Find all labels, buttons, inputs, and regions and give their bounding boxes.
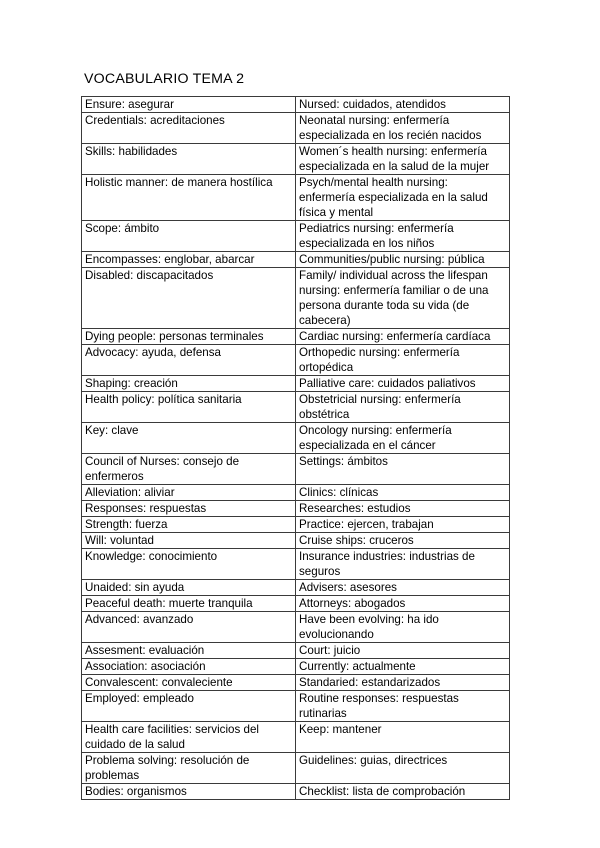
term-cell-right: Clinics: clínicas	[296, 485, 510, 501]
term-cell: Disabled: discapacitados	[82, 268, 296, 329]
term-cell-right: Researches: estudios	[296, 501, 510, 517]
term-cell: Knowledge: conocimiento	[82, 549, 296, 580]
table-row	[82, 345, 510, 376]
term-cell: Holistic manner: de manera hostílica	[82, 175, 296, 221]
table-row	[82, 722, 510, 753]
term-cell-right: Have been evolving: ha ido evolucionando	[296, 612, 510, 643]
table-row	[82, 252, 510, 268]
table-row	[82, 612, 510, 643]
term-cell: Scope: ámbito	[82, 221, 296, 252]
term-cell: Employed: empleado	[82, 691, 296, 722]
term-cell: Will: voluntad	[82, 533, 296, 549]
term-cell: Unaided: sin ayuda	[82, 580, 296, 596]
term-cell-right: Checklist: lista de comprobación	[296, 784, 510, 800]
table-row	[82, 533, 510, 549]
table-row	[82, 501, 510, 517]
term-cell-right: Women´s health nursing: enfermería especializada en la salud de la mujer	[296, 144, 510, 175]
term-cell: Advanced: avanzado	[82, 612, 296, 643]
table-row	[82, 268, 510, 329]
term-cell-right: Oncology nursing: enfermería especializada en el cáncer	[296, 423, 510, 454]
table-row	[82, 376, 510, 392]
table-row	[82, 454, 510, 485]
term-cell: Association: asociación	[82, 659, 296, 675]
term-cell-right: Family/ individual across the lifespan nursing: enfermería familiar o de una persona durante toda su vida (de cabecera)	[296, 268, 510, 329]
term-cell-right: Psych/mental health nursing: enfermería especializada en la salud física y mental	[296, 175, 510, 221]
term-cell-right: Routine responses: respuestas rutinarias	[296, 691, 510, 722]
table-row	[82, 175, 510, 221]
table-row	[82, 675, 510, 691]
table-row	[82, 392, 510, 423]
term-cell: Responses: respuestas	[82, 501, 296, 517]
term-cell-right: Standaried: estandarizados	[296, 675, 510, 691]
term-cell: Council of Nurses: consejo de enfermeros	[82, 454, 296, 485]
table-row	[82, 753, 510, 784]
term-cell-right: Advisers: asesores	[296, 580, 510, 596]
term-cell-right: Cruise ships: cruceros	[296, 533, 510, 549]
table-row	[82, 97, 510, 113]
term-cell-right: Settings: ámbitos	[296, 454, 510, 485]
table-row	[82, 580, 510, 596]
term-cell-right: Attorneys: abogados	[296, 596, 510, 612]
term-cell: Bodies: organismos	[82, 784, 296, 800]
term-cell-right: Currently: actualmente	[296, 659, 510, 675]
table-row	[82, 485, 510, 501]
table-row	[82, 144, 510, 175]
table-row	[82, 691, 510, 722]
table-row	[82, 329, 510, 345]
term-cell: Ensure: asegurar	[82, 97, 296, 113]
term-cell: Health policy: política sanitaria	[82, 392, 296, 423]
term-cell: Assesment: evaluación	[82, 643, 296, 659]
table-row	[82, 549, 510, 580]
term-cell: Strength: fuerza	[82, 517, 296, 533]
term-cell-right: Guidelines: guias, directrices	[296, 753, 510, 784]
term-cell-right: Orthopedic nursing: enfermería ortopédica	[296, 345, 510, 376]
term-cell: Advocacy: ayuda, defensa	[82, 345, 296, 376]
term-cell-right: Keep: mantener	[296, 722, 510, 753]
term-cell: Shaping: creación	[82, 376, 296, 392]
term-cell: Health care facilities: servicios del cuidado de la salud	[82, 722, 296, 753]
table-row	[82, 517, 510, 533]
term-cell: Credentials: acreditaciones	[82, 113, 296, 144]
term-cell-right: Insurance industries: industrias de seguros	[296, 549, 510, 580]
term-cell-right: Palliative care: cuidados paliativos	[296, 376, 510, 392]
term-cell: Alleviation: aliviar	[82, 485, 296, 501]
term-cell-right: Neonatal nursing: enfermería especializada en los recién nacidos	[296, 113, 510, 144]
term-cell-right: Pediatrics nursing: enfermería especializada en los niños	[296, 221, 510, 252]
term-cell-right: Communities/public nursing: pública	[296, 252, 510, 268]
table-row	[82, 596, 510, 612]
term-cell-right: Court: juicio	[296, 643, 510, 659]
table-row	[82, 659, 510, 675]
term-cell: Key: clave	[82, 423, 296, 454]
term-cell: Skills: habilidades	[82, 144, 296, 175]
table-row	[82, 643, 510, 659]
vocabulary-table	[81, 96, 510, 800]
term-cell-right: Nursed: cuidados, atendidos	[296, 97, 510, 113]
term-cell-right: Cardiac nursing: enfermería cardíaca	[296, 329, 510, 345]
table-row	[82, 113, 510, 144]
table-row	[82, 784, 510, 800]
term-cell: Dying people: personas terminales	[82, 329, 296, 345]
term-cell: Problema solving: resolución de problemas	[82, 753, 296, 784]
term-cell-right: Practice: ejercen, trabajan	[296, 517, 510, 533]
term-cell-right: Obstetricial nursing: enfermería obstétrica	[296, 392, 510, 423]
term-cell: Convalescent: convaleciente	[82, 675, 296, 691]
term-cell: Encompasses: englobar, abarcar	[82, 252, 296, 268]
page-title: VOCABULARIO TEMA 2	[84, 71, 245, 87]
term-cell: Peaceful death: muerte tranquila	[82, 596, 296, 612]
table-row	[82, 423, 510, 454]
table-row	[82, 221, 510, 252]
